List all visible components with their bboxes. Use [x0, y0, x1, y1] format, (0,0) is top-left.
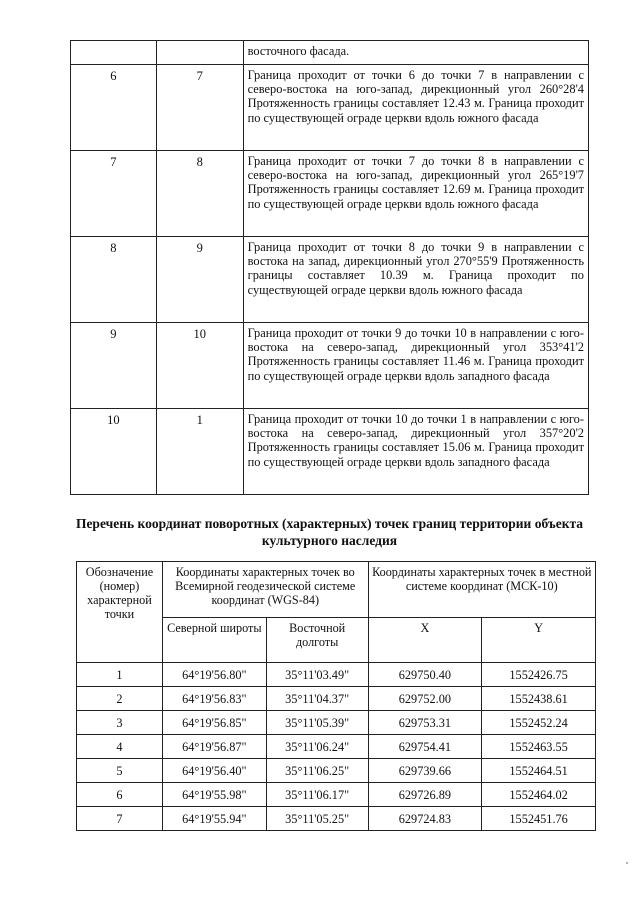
table-row: [71, 151, 589, 237]
latitude-value: 64°19'55.98": [162, 783, 266, 807]
scan-speck: [626, 862, 628, 864]
point-number: 3: [77, 711, 163, 735]
boundary-table-body: [71, 41, 589, 495]
boundary-description: Граница проходит от точки 10 до точки 1 в направлении с юго-востока на северо-запад, дирекционный угол 357°20'2 Протяженность границы составляет 15.06 м. Граница проходит по существующей ограде церкви вдоль западного фасада: [243, 409, 588, 495]
to-point: [156, 41, 243, 65]
coordinates-section-title: Перечень координат поворотных (характерных) точек границ территории объекта культурного наследия: [75, 516, 584, 548]
table-row: [77, 807, 596, 831]
x-value: 629739.66: [368, 759, 482, 783]
x-value: 629752.00: [368, 687, 482, 711]
table-row: [77, 759, 596, 783]
x-value: 629750.40: [368, 663, 482, 687]
boundary-description: восточного фасада.: [243, 41, 588, 65]
table-row: [71, 237, 589, 323]
table-row: [71, 41, 589, 65]
x-value: 629724.83: [368, 807, 482, 831]
point-number: 4: [77, 735, 163, 759]
table-row: [77, 711, 596, 735]
header-row: [77, 562, 596, 618]
to-point: 9: [156, 237, 243, 323]
boundary-description: Граница проходит от точки 8 до точки 9 в направлении с востока на запад, дирекционный угол 270°55'9 Протяженность границы составляет 10.39 м. Граница проходит по существующей ограде церкви вдоль южного фасада: [243, 237, 588, 323]
from-point: 9: [71, 323, 157, 409]
boundary-description: Граница проходит от точки 9 до точки 10 в направлении с юго-востока на северо-запад, дирекционный угол 353°41'2 Протяженность границы составляет 11.46 м. Граница проходит по существующей ограде церкви вдоль западного фасада: [243, 323, 588, 409]
y-header: Y: [482, 617, 596, 662]
y-value: 1552464.51: [482, 759, 596, 783]
point-number: 2: [77, 687, 163, 711]
coordinates-table: [76, 561, 596, 831]
local-system-header: Координаты характерных точек в местной системе координат (МСК-10): [368, 562, 595, 618]
table-row: [71, 409, 589, 495]
longitude-header: Восточной долготы: [266, 617, 368, 662]
latitude-value: 64°19'56.87": [162, 735, 266, 759]
table-row: [77, 687, 596, 711]
coordinates-table-header: [77, 562, 596, 663]
table-row: [77, 783, 596, 807]
point-number: 5: [77, 759, 163, 783]
to-point: 8: [156, 151, 243, 237]
x-value: 629753.31: [368, 711, 482, 735]
designation-header: Обозначение (номер) характерной точки: [77, 562, 163, 663]
from-point: 7: [71, 151, 157, 237]
latitude-value: 64°19'55.94": [162, 807, 266, 831]
to-point: 7: [156, 65, 243, 151]
longitude-value: 35°11'06.25": [266, 759, 368, 783]
y-value: 1552438.61: [482, 687, 596, 711]
longitude-value: 35°11'06.17": [266, 783, 368, 807]
from-point: 8: [71, 237, 157, 323]
latitude-header: Северной широты: [162, 617, 266, 662]
point-number: 1: [77, 663, 163, 687]
boundary-description: Граница проходит от точки 7 до точки 8 в направлении с северо-востока на юго-запад, дирекционный угол 265°19'7 Протяженность границы составляет 12.69 м. Граница проходит по существующей ограде церкви вдоль южного фасада: [243, 151, 588, 237]
from-point: 10: [71, 409, 157, 495]
y-value: 1552464.02: [482, 783, 596, 807]
table-row: [77, 663, 596, 687]
y-value: 1552463.55: [482, 735, 596, 759]
y-value: 1552426.75: [482, 663, 596, 687]
latitude-value: 64°19'56.83": [162, 687, 266, 711]
to-point: 10: [156, 323, 243, 409]
longitude-value: 35°11'06.24": [266, 735, 368, 759]
x-header: X: [368, 617, 482, 662]
wgs-header: Координаты характерных точек во Всемирной геодезической системе координат (WGS-84): [162, 562, 368, 618]
from-point: 6: [71, 65, 157, 151]
y-value: 1552451.76: [482, 807, 596, 831]
table-row: [71, 65, 589, 151]
boundary-description: Граница проходит от точки 6 до точки 7 в направлении с северо-востока на юго-запад, дирекционный угол 260°28'4 Протяженность границы составляет 12.43 м. Граница проходит по существующей ограде церкви вдоль южного фасада: [243, 65, 588, 151]
latitude-value: 64°19'56.80": [162, 663, 266, 687]
latitude-value: 64°19'56.85": [162, 711, 266, 735]
table-row: [77, 735, 596, 759]
y-value: 1552452.24: [482, 711, 596, 735]
to-point: 1: [156, 409, 243, 495]
longitude-value: 35°11'05.39": [266, 711, 368, 735]
coordinates-table-body: [77, 663, 596, 831]
longitude-value: 35°11'03.49": [266, 663, 368, 687]
point-number: 7: [77, 807, 163, 831]
latitude-value: 64°19'56.40": [162, 759, 266, 783]
table-row: [71, 323, 589, 409]
x-value: 629726.89: [368, 783, 482, 807]
from-point: [71, 41, 157, 65]
longitude-value: 35°11'04.37": [266, 687, 368, 711]
boundary-description-table: [70, 40, 589, 495]
point-number: 6: [77, 783, 163, 807]
longitude-value: 35°11'05.25": [266, 807, 368, 831]
x-value: 629754.41: [368, 735, 482, 759]
